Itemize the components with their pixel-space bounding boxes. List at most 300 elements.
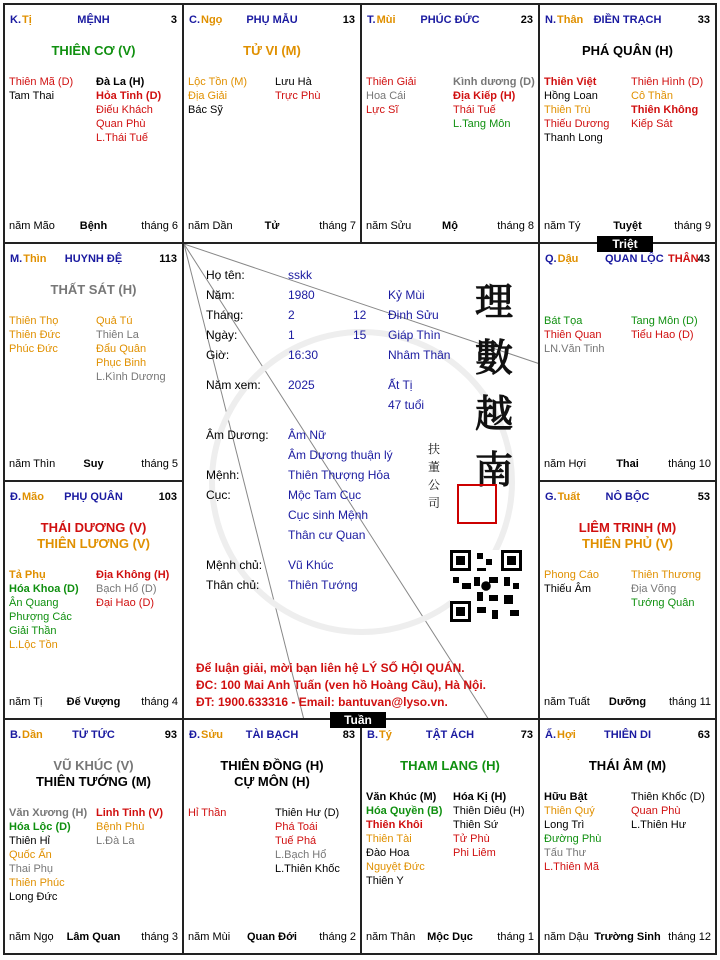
left-stars bbox=[9, 568, 79, 652]
month-label: Tháng: bbox=[206, 308, 244, 322]
minor-star: Phượng Các bbox=[9, 611, 72, 623]
can-label: Ấ. bbox=[545, 729, 556, 741]
palace-footer bbox=[544, 220, 711, 234]
palace-age: 23 bbox=[520, 14, 533, 26]
palace-name: TÀI BẠCH bbox=[245, 729, 299, 741]
minor-star: Thiên Hư (D) bbox=[275, 807, 340, 819]
contact-line-3[interactable]: ĐT: 1900.633316 - Email: bantuvan@lyso.vn. bbox=[196, 695, 448, 709]
minor-star: LN.Văn Tinh bbox=[544, 343, 605, 355]
footer-year: năm Tý bbox=[544, 220, 581, 232]
minor-star: Thiên Y bbox=[366, 875, 404, 887]
minor-star: L.Đà La bbox=[96, 835, 135, 847]
minor-star: Thiên Diêu (H) bbox=[453, 805, 525, 817]
chi-label: Thìn bbox=[23, 253, 47, 265]
minor-star: Quốc Ấn bbox=[9, 849, 52, 861]
minor-star: Thiên Sứ bbox=[453, 819, 499, 831]
footer-month: tháng 11 bbox=[668, 696, 711, 708]
palace-name: MỆNH bbox=[77, 14, 110, 26]
right-stars bbox=[631, 314, 698, 342]
chi-label: Tý bbox=[379, 729, 392, 741]
palace-header bbox=[367, 14, 533, 28]
can-label: N. bbox=[545, 14, 556, 26]
footer-phase: Tuyệt bbox=[613, 220, 642, 232]
minor-star: Tiểu Hao (D) bbox=[631, 329, 694, 341]
minor-star: L.Bạch Hổ bbox=[275, 849, 327, 861]
right-stars bbox=[453, 75, 535, 131]
footer-month: tháng 10 bbox=[668, 458, 711, 470]
minor-star: Bác Sỹ bbox=[188, 104, 223, 116]
left-stars bbox=[9, 314, 60, 356]
seal-stamp bbox=[457, 484, 497, 524]
brand-char-1: 理 bbox=[474, 279, 513, 324]
chi-label: Sửu bbox=[201, 729, 224, 741]
minor-star: Hoa Cái bbox=[366, 90, 406, 102]
main-star: TỬ VI (M) bbox=[243, 43, 301, 58]
main-star: THIÊN LƯƠNG (V) bbox=[37, 536, 150, 551]
minor-star: Thiên Quý bbox=[544, 805, 595, 817]
right-stars bbox=[96, 75, 161, 145]
footer-month: tháng 7 bbox=[319, 220, 356, 232]
can-label: K. bbox=[10, 14, 21, 26]
minor-star: Lưu Hà bbox=[275, 76, 312, 88]
minor-star: Hỉ Thần bbox=[188, 807, 227, 819]
minor-star: Thiên Tài bbox=[366, 833, 412, 845]
palace-header bbox=[189, 14, 355, 28]
minor-star: Tuế Phá bbox=[275, 835, 317, 847]
left-stars bbox=[544, 568, 599, 596]
footer-year: năm Dần bbox=[188, 220, 233, 232]
month-canchi: Đinh Sửu bbox=[388, 308, 439, 322]
left-stars bbox=[366, 790, 442, 888]
minor-star: Địa Võng bbox=[631, 583, 677, 595]
main-star: THIÊN PHỦ (V) bbox=[582, 536, 673, 551]
year-value: 1980 bbox=[288, 288, 315, 302]
palace-age: 73 bbox=[520, 729, 533, 741]
can-label: T. bbox=[367, 14, 376, 26]
than-chu-value: Thiên Tướng bbox=[288, 578, 358, 592]
palace-name: HUYNH ĐỆ bbox=[64, 253, 123, 265]
minor-star: Nguyệt Đức bbox=[366, 861, 425, 873]
minor-star: L.Thiên Khốc bbox=[275, 863, 340, 875]
right-stars bbox=[453, 790, 525, 860]
qr-code[interactable] bbox=[450, 550, 522, 622]
than-chu-label: Thân chủ: bbox=[206, 578, 260, 592]
footer-phase: Quan Đới bbox=[247, 931, 297, 943]
minor-star: Địa Kiếp (H) bbox=[453, 90, 516, 102]
menh-chu-value: Vũ Khúc bbox=[288, 558, 334, 572]
footer-phase: Bệnh bbox=[79, 220, 108, 232]
main-star: THIÊN TƯỚNG (M) bbox=[35, 774, 152, 789]
palace-age: 53 bbox=[697, 491, 710, 503]
minor-star: Kiếp Sát bbox=[631, 118, 673, 130]
minor-star: Ân Quang bbox=[9, 597, 59, 609]
footer-phase: Tử bbox=[264, 220, 280, 232]
chi-label: Mùi bbox=[376, 14, 396, 26]
minor-star: Thiên Mã (D) bbox=[9, 76, 74, 88]
right-stars bbox=[631, 568, 701, 610]
minor-star: Thiên Hình (D) bbox=[631, 76, 704, 88]
minor-star: Đường Phù bbox=[544, 833, 602, 845]
main-stars bbox=[5, 43, 182, 59]
footer-year: năm Dậu bbox=[544, 931, 589, 943]
footer-phase: Trường Sinh bbox=[594, 931, 661, 943]
cuc-value-3: Thân cư Quan bbox=[288, 528, 366, 542]
main-stars bbox=[5, 758, 182, 790]
minor-star: Lộc Tồn (M) bbox=[188, 76, 248, 88]
footer-month: tháng 12 bbox=[668, 931, 711, 943]
minor-star: Hóa Khoa (D) bbox=[9, 583, 79, 595]
palace-footer bbox=[9, 696, 178, 710]
main-star: THẤT SÁT (H) bbox=[50, 282, 137, 297]
cuc-value: Mộc Tam Cục bbox=[288, 488, 362, 502]
minor-star: Địa Không (H) bbox=[96, 569, 170, 581]
footer-year: năm Mão bbox=[9, 220, 55, 232]
left-stars bbox=[544, 314, 605, 356]
footer-phase: Thai bbox=[616, 458, 639, 470]
minor-star: Thiên Khốc (D) bbox=[631, 791, 705, 803]
minor-star: Kình dương (D) bbox=[453, 76, 535, 88]
palace-age: 13 bbox=[342, 14, 355, 26]
minor-star: Thiên Hỉ bbox=[9, 835, 50, 847]
menh-chu-label: Mệnh chủ: bbox=[206, 558, 263, 572]
brand-char-2: 數 bbox=[474, 335, 513, 380]
right-stars bbox=[275, 75, 320, 103]
brand-char-3: 越 bbox=[474, 391, 513, 436]
palace-age: 83 bbox=[342, 729, 355, 741]
minor-star: Văn Khúc (M) bbox=[366, 791, 437, 803]
palace-header bbox=[10, 253, 177, 267]
palace-hoi bbox=[540, 720, 715, 953]
chi-label: Hợi bbox=[557, 729, 576, 741]
minor-star: Hữu Bật bbox=[544, 791, 588, 803]
minor-star: L.Thiên Hư bbox=[631, 819, 687, 831]
footer-month: tháng 8 bbox=[497, 220, 534, 232]
right-stars bbox=[275, 806, 340, 876]
minor-star: Phục Binh bbox=[96, 357, 147, 369]
minor-star: Thiên Phúc bbox=[9, 877, 65, 889]
minor-star: Thiên Không bbox=[631, 104, 699, 116]
main-stars bbox=[362, 758, 538, 774]
palace-header bbox=[10, 14, 177, 28]
footer-year: năm Thân bbox=[366, 931, 416, 943]
palace-name: NÔ BỘC bbox=[605, 491, 650, 503]
palace-age: 33 bbox=[697, 14, 710, 26]
minor-star: Hỏa Tinh (D) bbox=[96, 90, 162, 102]
chi-label: Tị bbox=[22, 14, 32, 26]
minor-star: Phong Cáo bbox=[544, 569, 600, 581]
minor-star: Tang Môn (D) bbox=[631, 315, 698, 327]
palace-age: 113 bbox=[159, 253, 177, 265]
minor-star: Thiên Việt bbox=[544, 76, 597, 88]
palace-tuat bbox=[540, 482, 715, 720]
can-label: Đ. bbox=[10, 491, 21, 503]
minor-star: Đà La (H) bbox=[96, 76, 145, 88]
minor-star: Thiên Giải bbox=[366, 76, 417, 88]
palace-header bbox=[10, 491, 177, 505]
hour-value: 16:30 bbox=[288, 348, 319, 362]
palace-thin bbox=[5, 244, 184, 482]
palace-footer bbox=[9, 220, 178, 234]
chi-label: Tuất bbox=[557, 491, 581, 503]
minor-star: Thái Tuế bbox=[453, 104, 496, 116]
footer-month: tháng 1 bbox=[497, 931, 534, 943]
left-stars bbox=[9, 75, 73, 103]
minor-star: Linh Tinh (V) bbox=[96, 807, 164, 819]
minor-star: L.Thiên Mã bbox=[544, 861, 600, 873]
minor-star: Hóa Quyền (B) bbox=[366, 805, 443, 817]
tuan-tag: Tuần bbox=[330, 712, 386, 728]
minor-star: Giải Thần bbox=[9, 625, 57, 637]
than-marker: THÂN bbox=[668, 253, 699, 265]
palace-suu bbox=[184, 720, 362, 953]
amduong-label: Âm Dương: bbox=[206, 428, 269, 442]
footer-phase: Đế Vượng bbox=[66, 696, 121, 708]
minor-star: Thai Phụ bbox=[9, 863, 54, 875]
palace-ty bbox=[5, 5, 184, 244]
left-stars bbox=[544, 790, 601, 874]
palace-footer bbox=[544, 931, 711, 945]
main-star: PHÁ QUÂN (H) bbox=[582, 43, 673, 58]
can-label: Đ. bbox=[189, 729, 200, 741]
palace-age: 3 bbox=[170, 14, 177, 26]
minor-star: Thiếu Dương bbox=[544, 118, 610, 130]
chi-label: Mão bbox=[22, 491, 44, 503]
amduong-value: Âm Nữ bbox=[288, 428, 327, 442]
palace-age: 103 bbox=[158, 491, 177, 503]
palace-header bbox=[10, 729, 177, 743]
footer-year: năm Ngọ bbox=[9, 931, 54, 943]
day-value: 1 bbox=[288, 328, 295, 342]
chi-label: Ngọ bbox=[201, 14, 223, 26]
menh-label: Mệnh: bbox=[206, 468, 240, 482]
footer-phase: Dưỡng bbox=[608, 696, 647, 708]
palace-name: PHỤ MẪU bbox=[246, 14, 298, 26]
palace-footer bbox=[366, 220, 534, 234]
minor-star: Quan Phù bbox=[631, 805, 681, 817]
palace-header bbox=[545, 491, 710, 505]
right-stars bbox=[631, 75, 703, 131]
minor-star: Long Trì bbox=[544, 819, 585, 831]
minor-star: Hóa Lộc (D) bbox=[9, 821, 71, 833]
menh-value: Thiên Thượng Hỏa bbox=[288, 468, 390, 482]
center-info-panel bbox=[184, 244, 540, 720]
palace-header bbox=[545, 253, 710, 267]
month-lunar: 12 bbox=[353, 308, 367, 322]
palace-age: 93 bbox=[164, 729, 177, 741]
view-year-canchi: Ất Tị bbox=[388, 378, 413, 392]
palace-mao bbox=[5, 482, 184, 720]
minor-star: L.Tang Môn bbox=[453, 118, 511, 130]
main-star: THIÊN CƠ (V) bbox=[51, 43, 136, 58]
minor-star: Địa Giải bbox=[188, 90, 228, 102]
can-label: M. bbox=[10, 253, 23, 265]
main-stars bbox=[540, 43, 715, 59]
chart-frame bbox=[3, 3, 717, 955]
palace-than bbox=[540, 5, 715, 244]
main-stars bbox=[540, 520, 715, 552]
main-stars bbox=[184, 43, 360, 59]
can-label: Q. bbox=[545, 253, 557, 265]
palace-mui bbox=[362, 5, 540, 244]
minor-star: Thanh Long bbox=[544, 132, 603, 144]
chi-label: Dần bbox=[22, 729, 43, 741]
minor-star: Tướng Quân bbox=[631, 597, 695, 609]
contact-info bbox=[196, 660, 486, 711]
minor-star: Đào Hoa bbox=[366, 847, 410, 859]
palace-ngo bbox=[184, 5, 362, 244]
palace-name: ĐIỀN TRẠCH bbox=[593, 14, 662, 26]
footer-month: tháng 3 bbox=[141, 931, 178, 943]
footer-month: tháng 9 bbox=[674, 220, 711, 232]
amduong-value-2: Âm Dương thuận lý bbox=[288, 448, 393, 462]
minor-star: Long Đức bbox=[9, 891, 58, 903]
minor-star: Điếu Khách bbox=[96, 104, 153, 116]
left-stars bbox=[366, 75, 416, 117]
hour-label: Giờ: bbox=[206, 348, 230, 362]
view-year-value: 2025 bbox=[288, 378, 315, 392]
main-star: LIÊM TRINH (M) bbox=[578, 520, 677, 535]
month-value: 2 bbox=[288, 308, 295, 322]
palace-header bbox=[545, 14, 710, 28]
minor-star: Đại Hao (D) bbox=[96, 597, 155, 609]
main-stars bbox=[5, 282, 182, 298]
footer-year: năm Mùi bbox=[188, 931, 231, 943]
footer-month: tháng 4 bbox=[141, 696, 178, 708]
minor-star: Thiên Trù bbox=[544, 104, 591, 116]
palace-name: PHỤ QUÂN bbox=[64, 491, 123, 503]
palace-name: TỬ TỨC bbox=[72, 729, 115, 741]
chi-label: Thân bbox=[557, 14, 584, 26]
left-stars bbox=[188, 75, 247, 117]
minor-star: Thiếu Âm bbox=[544, 583, 592, 595]
minor-star: Tả Phụ bbox=[9, 569, 46, 581]
footer-year: năm Tuất bbox=[544, 696, 590, 708]
minor-star: Thiên Khôi bbox=[366, 819, 423, 831]
minor-star: Tam Thai bbox=[9, 90, 55, 102]
main-star: THAM LANG (H) bbox=[400, 758, 500, 773]
footer-year: năm Hợi bbox=[544, 458, 587, 470]
palace-header bbox=[545, 729, 710, 743]
minor-star: Văn Xương (H) bbox=[9, 807, 88, 819]
minor-star: Tấu Thư bbox=[544, 847, 587, 859]
palace-age: 63 bbox=[697, 729, 710, 741]
minor-star: L.Lộc Tồn bbox=[9, 639, 58, 651]
palace-header bbox=[189, 729, 355, 743]
main-star: THÁI DƯƠNG (V) bbox=[40, 520, 147, 535]
left-stars bbox=[188, 806, 226, 820]
footer-month: tháng 2 bbox=[319, 931, 356, 943]
footer-month: tháng 5 bbox=[141, 458, 178, 470]
day-canchi: Giáp Thìn bbox=[388, 328, 441, 342]
minor-star: Quả Tú bbox=[96, 315, 133, 327]
age-value: 47 tuổi bbox=[388, 398, 425, 412]
minor-star: L.Kình Dương bbox=[96, 371, 166, 383]
day-lunar: 15 bbox=[353, 328, 367, 342]
palace-name: THIÊN DI bbox=[603, 729, 652, 741]
contact-line-1: Để luận giải, mời bạn liên hệ LÝ SỐ HỘI QUÁN. bbox=[196, 661, 465, 675]
minor-star: Quan Phù bbox=[96, 118, 146, 130]
main-star: VŨ KHÚC (V) bbox=[53, 758, 134, 773]
palace-dan bbox=[5, 720, 184, 953]
minor-star: Bạch Hổ (D) bbox=[96, 583, 157, 595]
cuc-value-2: Cục sinh Mệnh bbox=[288, 508, 369, 522]
day-label: Ngày: bbox=[206, 328, 238, 342]
minor-star: Thiên Thọ bbox=[9, 315, 59, 327]
footer-year: năm Tị bbox=[9, 696, 43, 708]
footer-phase: Lâm Quan bbox=[66, 931, 121, 943]
view-year-label: Năm xem: bbox=[206, 378, 261, 392]
main-stars bbox=[5, 520, 182, 552]
left-stars bbox=[9, 806, 87, 904]
year-label: Năm: bbox=[206, 288, 235, 302]
right-stars bbox=[96, 314, 166, 384]
footer-year: năm Thìn bbox=[9, 458, 56, 470]
palace-footer bbox=[188, 931, 356, 945]
triet-tag: Triệt bbox=[597, 236, 653, 252]
main-star: THÁI ÂM (M) bbox=[588, 758, 667, 773]
palace-footer bbox=[366, 931, 534, 945]
minor-star: Phúc Đức bbox=[9, 343, 58, 355]
footer-year: năm Sửu bbox=[366, 220, 412, 232]
main-star: CỰ MÔN (H) bbox=[234, 774, 310, 789]
palace-header bbox=[367, 729, 533, 743]
left-stars bbox=[544, 75, 609, 145]
can-label: B. bbox=[367, 729, 378, 741]
main-star: THIÊN ĐỒNG (H) bbox=[220, 758, 324, 773]
footer-phase: Mộc Dục bbox=[427, 931, 473, 943]
minor-star: Lực Sĩ bbox=[366, 104, 399, 116]
minor-star: Tử Phù bbox=[453, 833, 490, 845]
cuc-label: Cục: bbox=[206, 488, 231, 502]
minor-star: Bệnh Phù bbox=[96, 821, 145, 833]
can-label: C. bbox=[189, 14, 200, 26]
palace-footer bbox=[544, 696, 711, 710]
contact-line-2: ĐC: 100 Mai Anh Tuấn (ven hồ Hoàng Cầu), Hà Nội. bbox=[196, 678, 487, 692]
minor-star: Thiên Quan bbox=[544, 329, 602, 341]
palace-footer bbox=[9, 931, 178, 945]
palace-footer bbox=[188, 220, 356, 234]
minor-star: Hồng Loan bbox=[544, 90, 598, 102]
palace-name: TẬT ÁCH bbox=[425, 729, 475, 741]
can-label: B. bbox=[10, 729, 21, 741]
chi-label: Dậu bbox=[557, 253, 579, 265]
palace-name: PHÚC ĐỨC bbox=[420, 14, 480, 26]
can-label: G. bbox=[545, 491, 557, 503]
right-stars bbox=[96, 806, 163, 848]
main-stars bbox=[540, 758, 715, 774]
palace-footer bbox=[9, 458, 178, 472]
footer-month: tháng 6 bbox=[141, 220, 178, 232]
minor-star: Bát Tọa bbox=[544, 315, 583, 327]
minor-star: Cô Thần bbox=[631, 90, 673, 102]
palace-dau bbox=[540, 244, 715, 482]
palace-ty2 bbox=[362, 720, 540, 953]
year-canchi: Kỷ Mùi bbox=[388, 288, 425, 302]
brand-char-4: 南 bbox=[474, 447, 513, 492]
minor-star: Đẩu Quân bbox=[96, 343, 147, 355]
palace-name: QUAN LỘC bbox=[605, 253, 664, 265]
right-stars bbox=[96, 568, 169, 610]
minor-star: Phi Liêm bbox=[453, 847, 496, 859]
main-stars bbox=[184, 758, 360, 790]
name-value: sskk bbox=[288, 268, 312, 282]
brand-subtitle: 扶董公司 bbox=[428, 442, 441, 510]
hour-canchi: Nhâm Thân bbox=[388, 348, 451, 362]
minor-star: Phá Toái bbox=[275, 821, 318, 833]
footer-phase: Suy bbox=[83, 458, 104, 470]
minor-star: L.Thái Tuế bbox=[96, 132, 148, 144]
name-label: Họ tên: bbox=[206, 268, 245, 282]
